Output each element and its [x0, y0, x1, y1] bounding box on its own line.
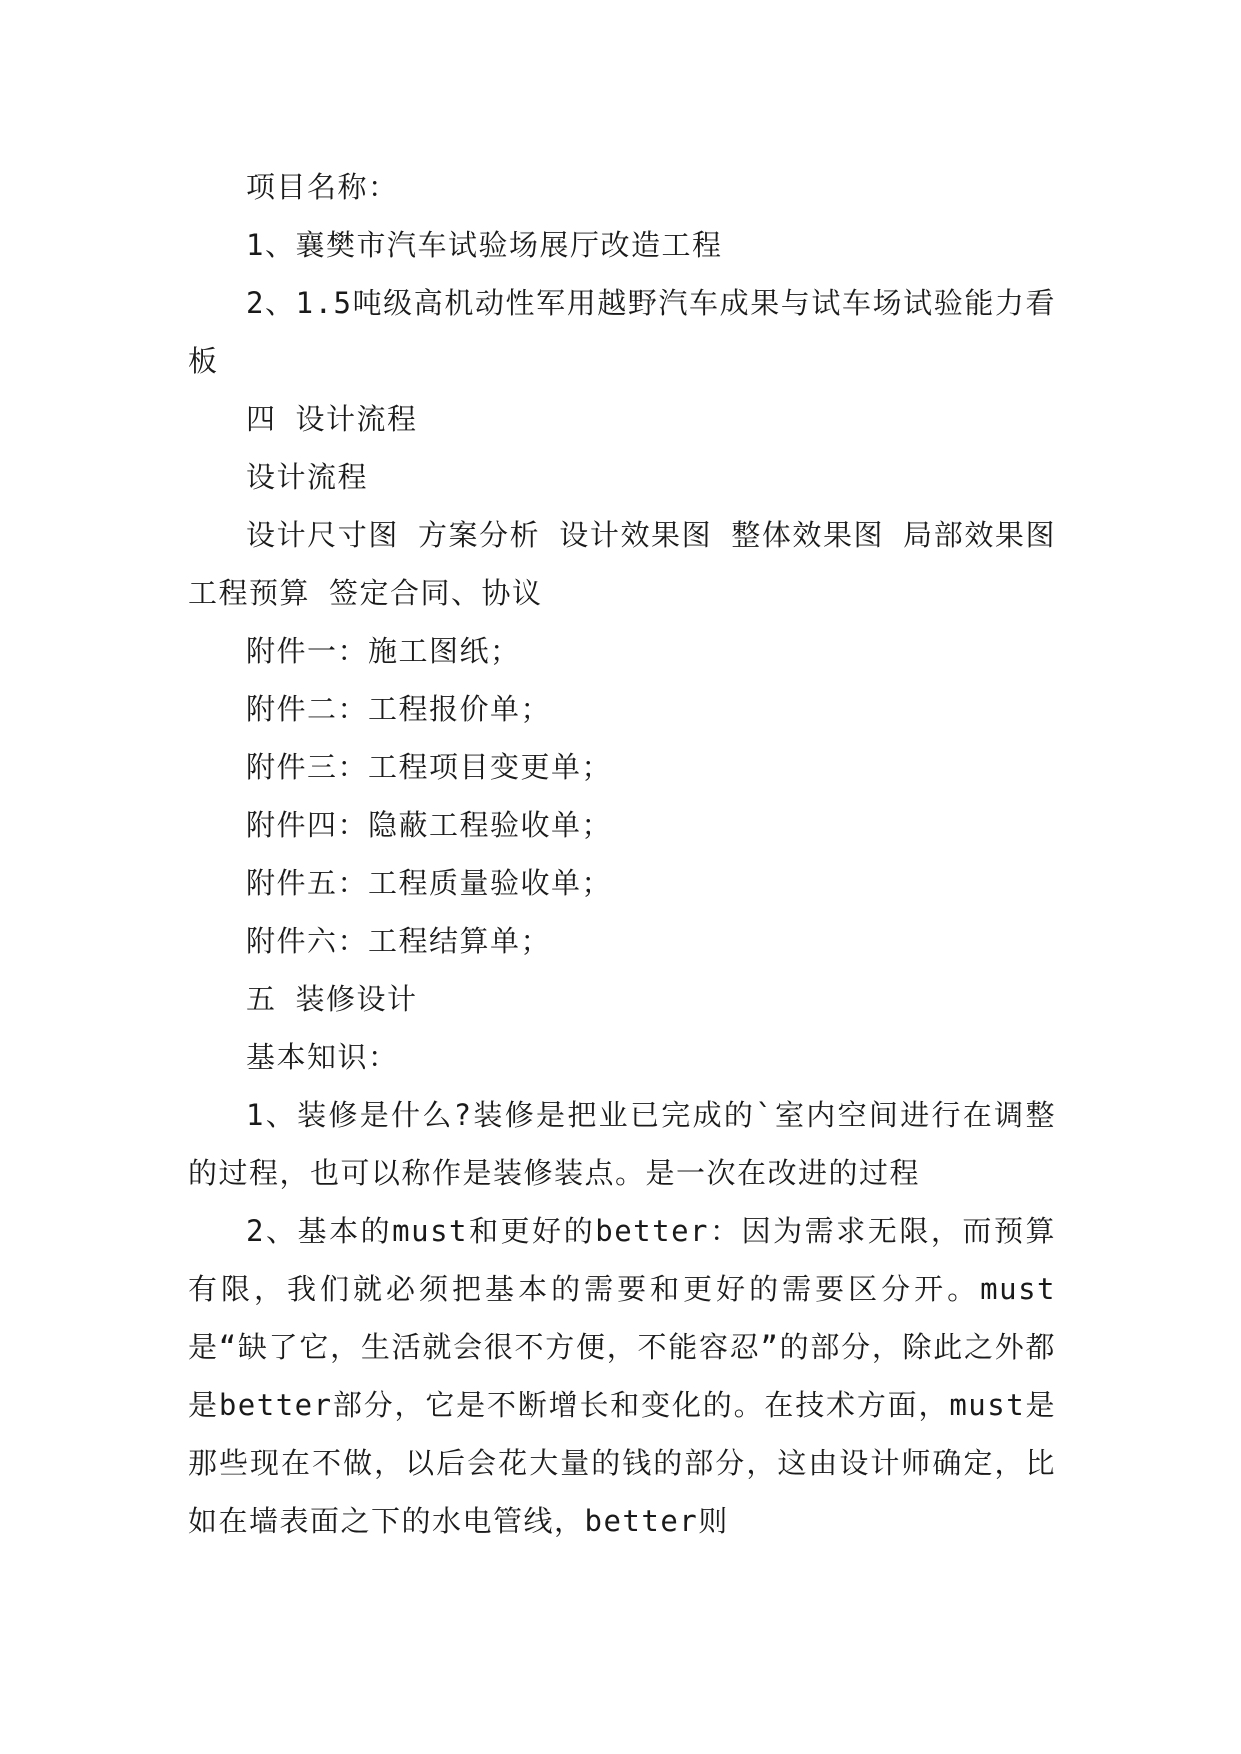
section-heading-design-process: 四 设计流程 [246, 402, 418, 436]
section-heading-decoration-design: 五 装修设计 [246, 982, 418, 1016]
attachment-4: 附件四：隐蔽工程验收单； [246, 808, 613, 842]
design-process-label: 设计流程 [246, 460, 369, 494]
attachment-1: 附件一：施工图纸； [246, 634, 521, 668]
attachment-6: 附件六：工程结算单； [246, 924, 552, 958]
attachment-3: 附件三：工程项目变更单； [246, 750, 613, 784]
project-item-1: 1、襄樊市汽车试验场展厅改造工程 [246, 228, 723, 262]
document-body [188, 158, 1056, 1550]
basic-knowledge-label: 基本知识： [246, 1040, 399, 1074]
knowledge-paragraph-2: 2、基本的must和更好的better：因为需求无限，而预算有限，我们就必须把基本的需要和更好的需要区分开。must是“缺了它，生活就会很不方便，不能容忍”的部分，除此之外都是better部分，它是不断增长和变化的。在技术方面，must是那些现在不做，以后会花大量的钱的部分，这由设计师确定，比如在墙表面之下的水电管线，better则 [188, 1214, 1056, 1538]
attachment-5: 附件五：工程质量验收单； [246, 866, 613, 900]
attachment-2: 附件二：工程报价单； [246, 692, 552, 726]
knowledge-paragraph-1: 1、装修是什么?装修是把业已完成的`室内空间进行在调整的过程，也可以称作是装修装点。是一次在改进的过程 [188, 1098, 1056, 1190]
design-process-steps: 设计尺寸图 方案分析 设计效果图 整体效果图 局部效果图 工程预算 签定合同、协议 [188, 518, 1056, 610]
project-name-heading: 项目名称： [246, 170, 399, 204]
project-item-2: 2、1.5吨级高机动性军用越野汽车成果与试车场试验能力看板 [188, 286, 1056, 378]
